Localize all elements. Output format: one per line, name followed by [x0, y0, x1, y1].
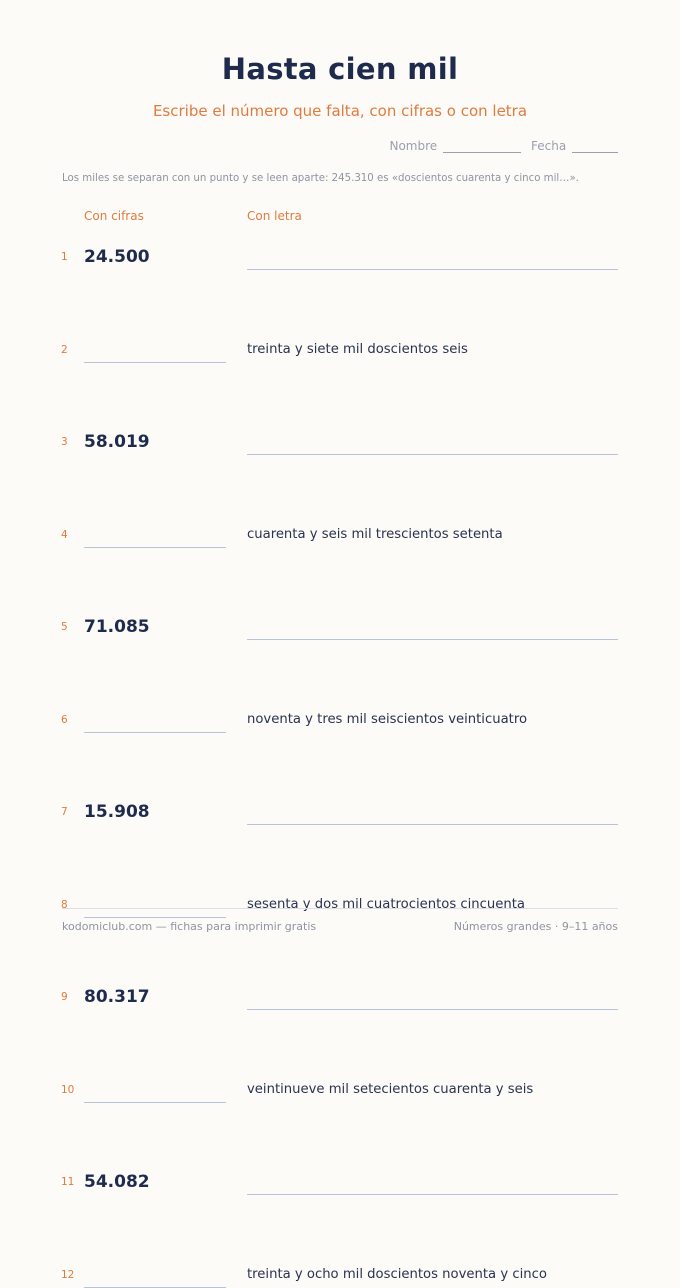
- answer-line-digits[interactable]: [84, 1102, 226, 1103]
- answer-line-digits[interactable]: [84, 362, 226, 363]
- row-number: 3: [61, 436, 68, 448]
- answer-line-words[interactable]: [247, 269, 618, 270]
- answer-line-digits[interactable]: [84, 732, 226, 733]
- answer-line-words[interactable]: [247, 639, 618, 640]
- row-number: 9: [61, 991, 68, 1003]
- answer-line-digits[interactable]: [84, 1287, 226, 1288]
- given-number: 58.019: [84, 432, 150, 452]
- row-number: 4: [61, 528, 68, 541]
- given-number: 80.317: [84, 987, 150, 1007]
- footer-site: kodomiclub.com — fichas para imprimir gratis: [62, 920, 317, 933]
- name-blank-line[interactable]: [443, 141, 521, 153]
- date-blank-line[interactable]: [572, 141, 618, 153]
- given-words: veintinueve mil setecientos cuarenta y seis: [247, 1081, 534, 1097]
- row-number: 5: [61, 621, 68, 633]
- row-number: 8: [61, 898, 68, 911]
- answer-line-words[interactable]: [247, 1194, 618, 1195]
- given-words: sesenta y dos mil cuatrocientos cincuenta: [247, 896, 525, 912]
- given-number: 24.500: [84, 247, 150, 267]
- page-subtitle: Escribe el número que falta, con cifras o con letra: [152, 102, 528, 120]
- name-label: Nombre: [389, 139, 438, 153]
- row-number: 2: [61, 343, 68, 356]
- answer-line-words[interactable]: [247, 824, 618, 825]
- given-words: noventa y tres mil seiscientos veinticuatro: [247, 711, 528, 727]
- answer-line-digits[interactable]: [84, 917, 226, 918]
- date-field[interactable]: [531, 139, 618, 153]
- name-date-fields: [389, 139, 618, 153]
- given-number: 71.085: [84, 617, 150, 637]
- column-header-words: Con letra: [247, 209, 302, 223]
- name-field[interactable]: [389, 139, 521, 153]
- row-number: 10: [61, 1083, 75, 1096]
- footer-divider: [62, 908, 618, 909]
- row-number: 7: [61, 806, 68, 818]
- row-number: 6: [61, 713, 68, 726]
- given-words: cuarenta y seis mil trescientos setenta: [247, 526, 503, 542]
- instruction-hint: Los miles se separan con un punto y se leen aparte: 245.310 es «doscientos cuarenta y cinco mil…».: [62, 173, 579, 184]
- given-number: 54.082: [84, 1172, 150, 1192]
- answer-line-digits[interactable]: [84, 547, 226, 548]
- column-header-digits: Con cifras: [84, 209, 144, 223]
- given-words: treinta y ocho mil doscientos noventa y cinco: [247, 1266, 547, 1282]
- row-number: 12: [61, 1268, 75, 1281]
- given-number: 15.908: [84, 802, 150, 822]
- answer-line-words[interactable]: [247, 454, 618, 455]
- given-words: treinta y siete mil doscientos seis: [247, 341, 468, 357]
- footer-topic: Números grandes · 9–11 años: [453, 920, 618, 933]
- row-number: 11: [61, 1176, 75, 1188]
- page-title: Hasta cien mil: [221, 52, 459, 86]
- date-label: Fecha: [530, 139, 567, 153]
- answer-line-words[interactable]: [247, 1009, 618, 1010]
- row-number: 1: [61, 251, 68, 263]
